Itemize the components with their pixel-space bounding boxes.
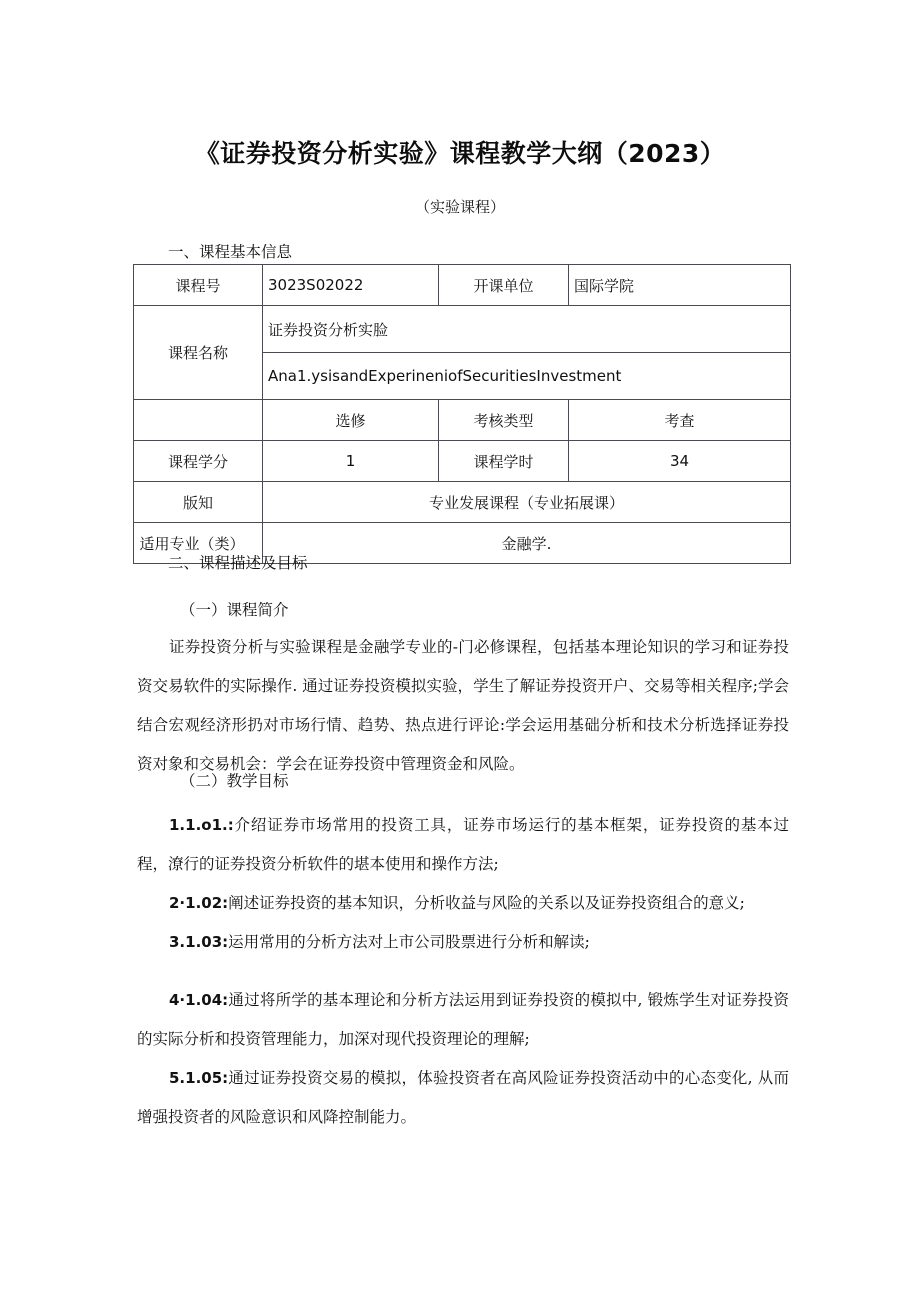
- objective-text-3: 运用常用的分析方法对上市公司股票进行分析和解读;: [228, 933, 590, 951]
- section-heading-intro: （一）课程简介: [180, 601, 289, 619]
- objective-text-1: 介绍证券市场常用的投资工具，证券市场运行的基本框架，证券投资的基本过程，潦行的证券投资分析软件的堪本使用和操作方法;: [137, 816, 789, 873]
- objective-prefix-4: 4·1.04:: [169, 991, 229, 1009]
- objective-prefix-3: 3.1.03:: [169, 933, 229, 951]
- edition-value: 专业发展课程（专业拓展课）: [263, 482, 791, 523]
- credits-value: 1: [263, 441, 439, 482]
- objective-text-4: 通过将所学的基本理论和分析方法运用到证券投资的模拟中, 锻炼学生对证券投资的实际分析和投资管理能力，加深对现代投资理论的理解;: [137, 991, 789, 1048]
- objective-text-2: 阐述证券投资的基本知识，分析收益与风险的关系以及证券投资组合的意义;: [228, 894, 745, 912]
- assessment-type-label: 考核类型: [439, 400, 569, 441]
- elective-value: 选修: [263, 400, 439, 441]
- table-row: [134, 482, 791, 523]
- course-hours-value: 34: [569, 441, 791, 482]
- table-row: [134, 441, 791, 482]
- course-name-en-value: Ana1.ysisandExperineniofSecuritiesInvestment: [263, 353, 791, 400]
- objective-prefix-2: 2·1.02:: [169, 894, 229, 912]
- applicable-major-value: 金融学.: [263, 523, 791, 564]
- course-code-label: 课程号: [134, 265, 263, 306]
- course-basic-info-table: [133, 264, 791, 564]
- course-hours-label: 课程学时: [439, 441, 569, 482]
- course-name-cn-value: 证券投资分析实脸: [263, 306, 791, 353]
- objective-prefix-1: 1.1.o1.:: [169, 816, 234, 834]
- empty-cell: [134, 400, 263, 441]
- objective-item-5: [137, 1059, 789, 1137]
- section-heading-objectives: （二）教学目标: [180, 772, 289, 790]
- page-subtitle: （实验课程）: [414, 198, 505, 216]
- assessment-type-value: 考查: [569, 400, 791, 441]
- section-heading-basic-info: 一、课程基本信息: [168, 243, 293, 261]
- objective-text-5: 通过证券投资交易的模拟，体验投资者在高风险证券投资活动中的心态变化, 从而增强投资者的风险意识和风降控制能力。: [137, 1069, 789, 1126]
- page-title: 《证券投资分析实验》课程教学大纲（2023）: [194, 139, 726, 168]
- table-row: [134, 265, 791, 306]
- edition-label: 版知: [134, 482, 263, 523]
- objective-prefix-5: 5.1.05:: [169, 1069, 229, 1087]
- objective-item-1: [137, 806, 789, 884]
- table-row: [134, 306, 791, 353]
- offering-unit-label: 开课单位: [439, 265, 569, 306]
- course-code-value: 3023S02022: [263, 265, 439, 306]
- table-row: [134, 400, 791, 441]
- course-intro-paragraph: 证券投资分析与实验课程是金融学专业的-门必修课程，包括基本理论知识的学习和证券投资交易软件的实际操作. 通过证券投资模拟实验，学生了解证券投资开户、交易等相关程序;学会结合宏观经济形扔对市场行情、趋势、热点进行评论:学会运用基础分析和技术分析选择证券投资对象和交易机会：学会在证券投资中管理资金和风险。: [137, 638, 789, 773]
- course-name-label: 课程名称: [134, 306, 263, 400]
- applicable-major-label: 适用专业（类）: [128, 523, 257, 564]
- credits-label: 课程学分: [134, 441, 263, 482]
- objective-item-4: [137, 981, 789, 1059]
- objective-item-2: [137, 884, 789, 923]
- objective-item-3: [137, 923, 789, 962]
- section-heading-description: 二、课程描述及目标: [168, 554, 308, 572]
- offering-unit-value: 国际学院: [569, 265, 791, 306]
